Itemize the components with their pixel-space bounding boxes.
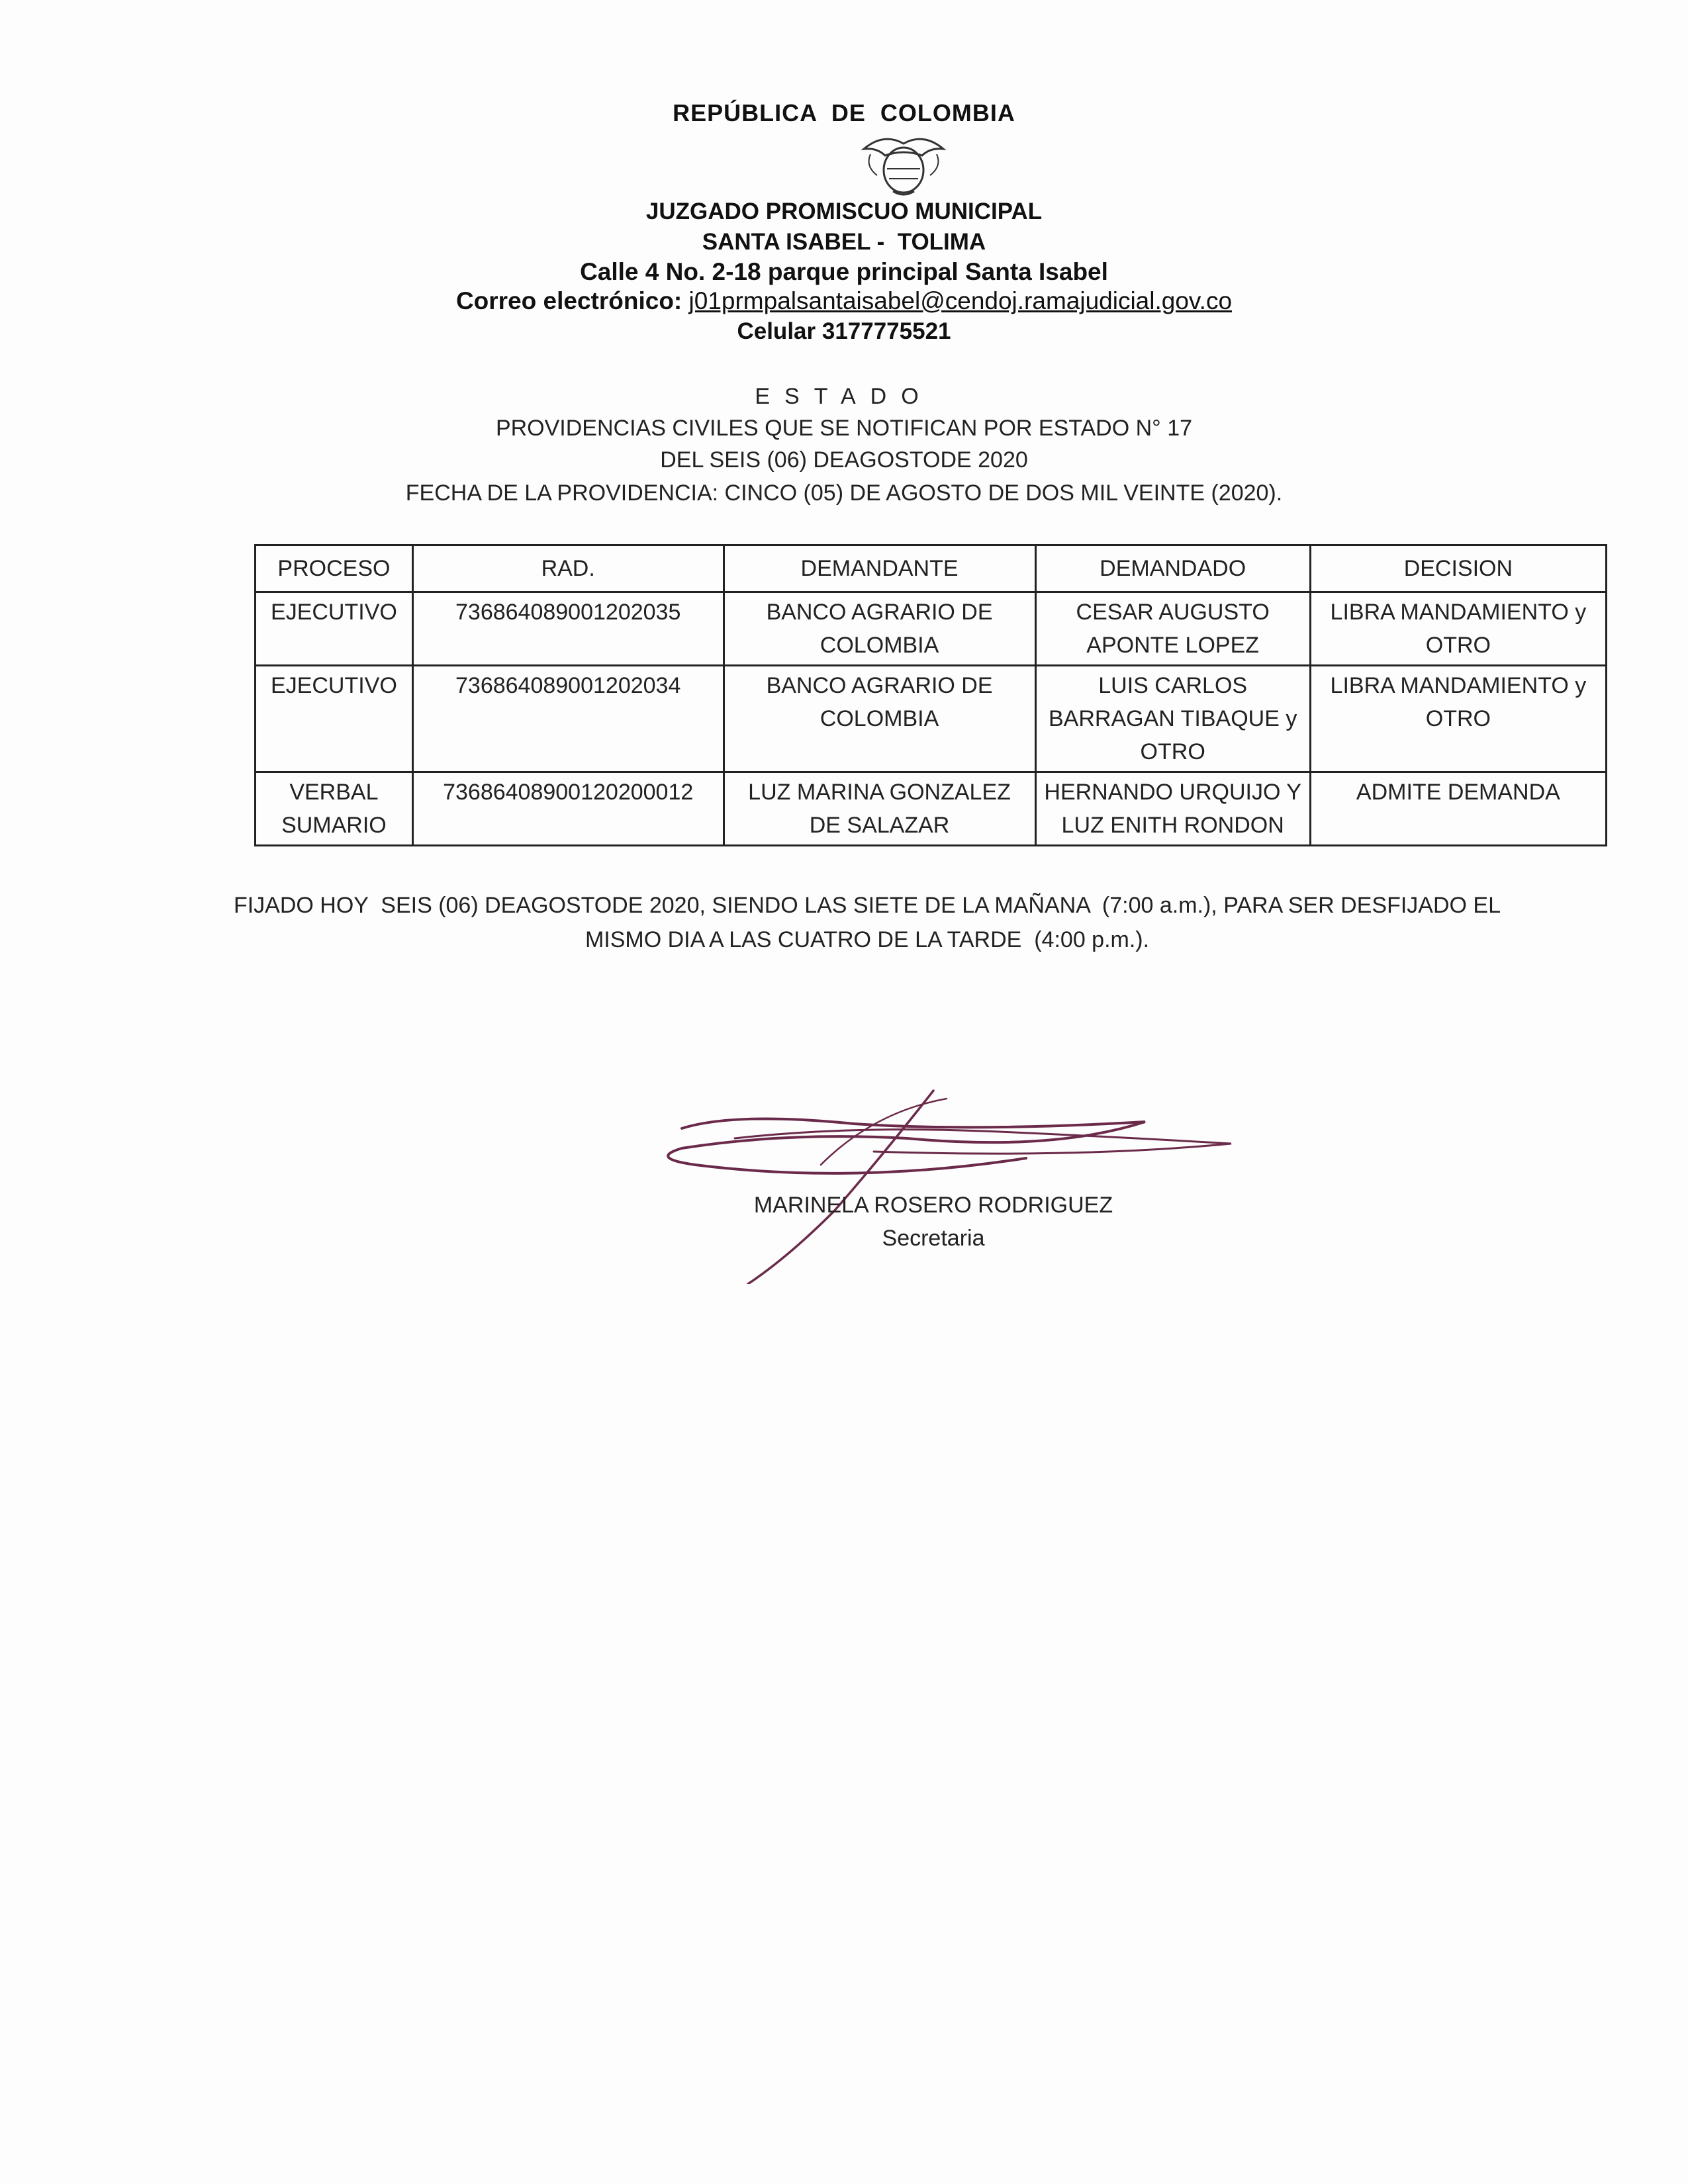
fijado-line-2: MISMO DIA A LAS CUATRO DE LA TARDE (4:00 p.m.).	[585, 927, 1150, 952]
signer-title: Secretaria	[882, 1226, 985, 1251]
col-rad: RAD.	[412, 545, 724, 592]
signer-name: MARINELA ROSERO RODRIGUEZ	[753, 1193, 1113, 1218]
col-proceso: PROCESO	[256, 545, 413, 592]
handwritten-signature	[655, 1085, 1251, 1284]
providencias-line: PROVIDENCIAS CIVILES QUE SE NOTIFICAN POR ESTADO N° 17	[495, 416, 1193, 441]
col-decision: DECISION	[1310, 545, 1606, 592]
phone-line: Celular 3177775521	[737, 318, 951, 344]
country-heading: REPÚBLICA DE COLOMBIA	[673, 99, 1015, 126]
cell-rad: 73686408900120200012	[412, 772, 724, 846]
fijado-notice	[199, 888, 1536, 957]
municipality: SANTA ISABEL - TOLIMA	[702, 229, 986, 255]
col-demandado: DEMANDADO	[1035, 545, 1310, 592]
email-link[interactable]: j01prmpalsantaisabel@cendoj.ramajudicial.gov.co	[688, 287, 1233, 314]
fijado-line-1: FIJADO HOY SEIS (06) DEAGOSTODE 2020, SIENDO LAS SIETE DE LA MAÑANA (7:00 a.m.), PARA SER DESFIJADO EL	[233, 893, 1501, 918]
cell-demandante: BANCO AGRARIO DE COLOMBIA	[724, 592, 1035, 666]
cell-demandante: LUZ MARINA GONZALEZ DE SALAZAR	[724, 772, 1035, 846]
table-row	[256, 772, 1607, 846]
col-demandante: DEMANDANTE	[724, 545, 1035, 592]
table-row	[256, 592, 1607, 666]
estado-table	[254, 544, 1607, 846]
table-row	[256, 666, 1607, 772]
cell-decision: LIBRA MANDAMIENTO y OTRO	[1310, 666, 1606, 772]
cell-proceso: EJECUTIVO	[256, 666, 413, 772]
cell-proceso: VERBAL SUMARIO	[256, 772, 413, 846]
court-name: JUZGADO PROMISCUO MUNICIPAL	[645, 199, 1043, 224]
email-line	[0, 286, 1688, 316]
provision-date-line: FECHA DE LA PROVIDENCIA: CINCO (05) DE AGOSTO DE DOS MIL VEINTE (2020).	[405, 480, 1283, 506]
cell-demandado: CESAR AUGUSTO APONTE LOPEZ	[1035, 592, 1310, 666]
email-label: Correo electrónico:	[455, 287, 682, 314]
court-address: Calle 4 No. 2-18 parque principal Santa Isabel	[580, 258, 1108, 285]
cell-decision: ADMITE DEMANDA	[1310, 772, 1606, 846]
cell-rad: 736864089001202034	[412, 666, 724, 772]
cell-demandado: LUIS CARLOS BARRAGAN TIBAQUE y OTRO	[1035, 666, 1310, 772]
cell-rad: 736864089001202035	[412, 592, 724, 666]
cell-decision: LIBRA MANDAMIENTO y OTRO	[1310, 592, 1606, 666]
cell-proceso: EJECUTIVO	[256, 592, 413, 666]
date-line: DEL SEIS (06) DEAGOSTODE 2020	[660, 447, 1028, 473]
coat-of-arms-seal-icon	[851, 129, 957, 202]
table-header-row	[256, 545, 1607, 592]
cell-demandado: HERNANDO URQUIJO Y LUZ ENITH RONDON	[1035, 772, 1310, 846]
cell-demandante: BANCO AGRARIO DE COLOMBIA	[724, 666, 1035, 772]
estado-heading: ESTADO	[755, 384, 933, 409]
